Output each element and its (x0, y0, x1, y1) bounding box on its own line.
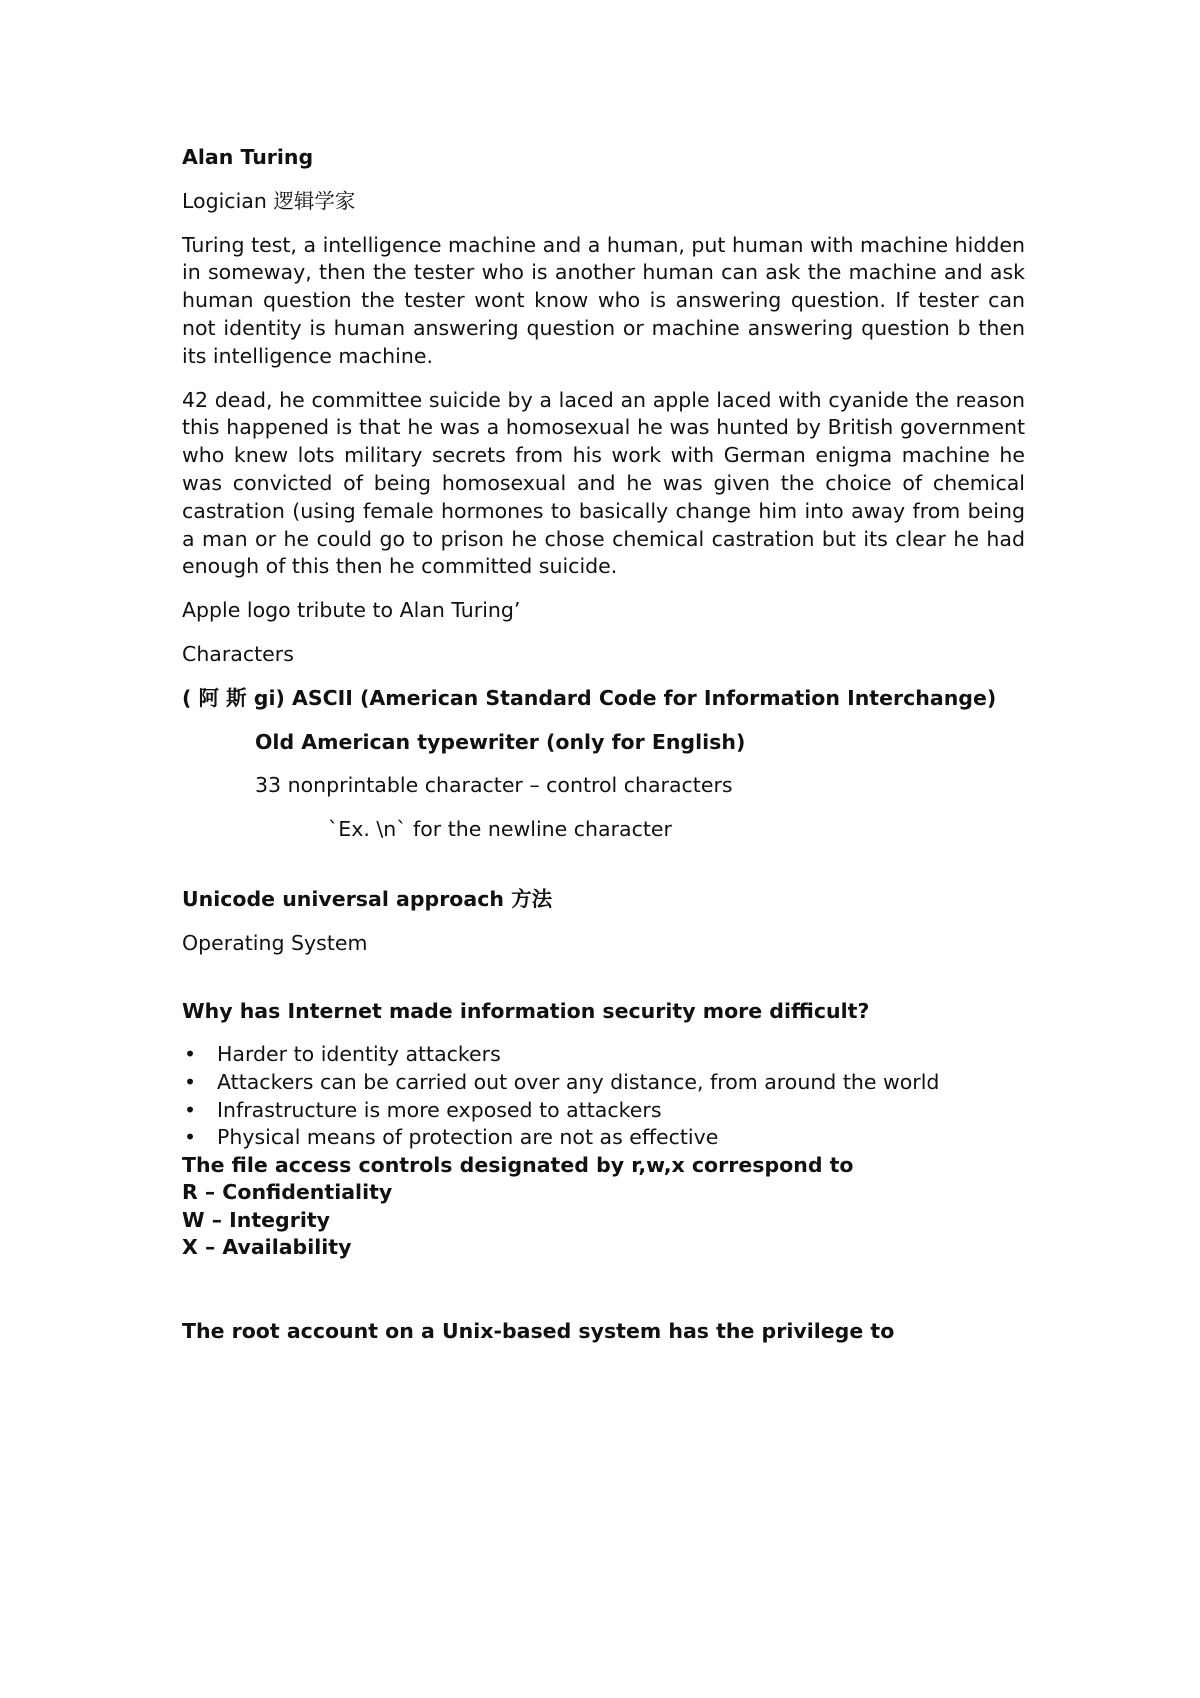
characters-line: Characters (182, 641, 294, 666)
ascii-heading: ( 阿 斯 gi) ASCII (American Standard Code for Information Interchange) (182, 685, 997, 710)
internet-question: Why has Internet made information security more difficult? (182, 998, 870, 1023)
unicode-heading: Unicode universal approach 方法 (182, 886, 553, 911)
w-line: W – Integrity (182, 1207, 331, 1232)
bullet-list (182, 1041, 1025, 1151)
death-paragraph: 42 dead, he committee suicide by a laced an apple laced with cyanide the reason this happened is that he was a homosexual he was hunted by British government who knew lots military secrets from his work with German enigma machine he was convicted of being homosexual and he was given the choice of chemical castration (using female hormones to basically change him into away from being a man or he could go to prison he chose chemical castration but its clear he had enough of this then he committed suicide. (182, 387, 1025, 579)
logician-line: Logician 逻辑学家 (182, 188, 356, 213)
typewriter-line: Old American typewriter (only for English) (255, 729, 746, 754)
x-line: X – Availability (182, 1235, 352, 1260)
file-access-line: The file access controls designated by r,w,x correspond to (182, 1152, 854, 1177)
turing-test-paragraph: Turing test, a intelligence machine and a human, put human with machine hidden in someway, then the tester who is another human can ask the machine and ask human question the tester wont know who is answering question. If tester can not identity is human answering question or machine answering question b then its intelligence machine. (182, 232, 1025, 368)
list-item: • Harder to identity attackers (182, 1041, 1025, 1069)
r-line: R – Confidentiality (182, 1180, 393, 1205)
page-title: Alan Turing (182, 145, 314, 169)
apple-logo-line: Apple logo tribute to Alan Turing’ (182, 598, 521, 623)
root-account-line: The root account on a Unix-based system has the privilege to (182, 1319, 895, 1344)
spacer (182, 1262, 1025, 1318)
list-item: • Attackers can be carried out over any distance, from around the world (182, 1069, 1025, 1097)
bullet-icon: • (184, 1125, 197, 1150)
document-page (182, 144, 1025, 1346)
bullet-icon: • (184, 1069, 197, 1094)
bullet-icon: • (184, 1042, 197, 1067)
list-item: • Infrastructure is more exposed to attackers (182, 1097, 1025, 1125)
list-item: • Physical means of protection are not as effective (182, 1124, 1025, 1152)
operating-system-line: Operating System (182, 930, 368, 955)
nonprintable-line: 33 nonprintable character – control characters (255, 773, 733, 798)
bullet-icon: • (184, 1097, 197, 1122)
spacer (182, 860, 1025, 886)
spacer (182, 974, 1025, 998)
newline-example-line: `Ex. \n` for the newline character (328, 817, 672, 842)
